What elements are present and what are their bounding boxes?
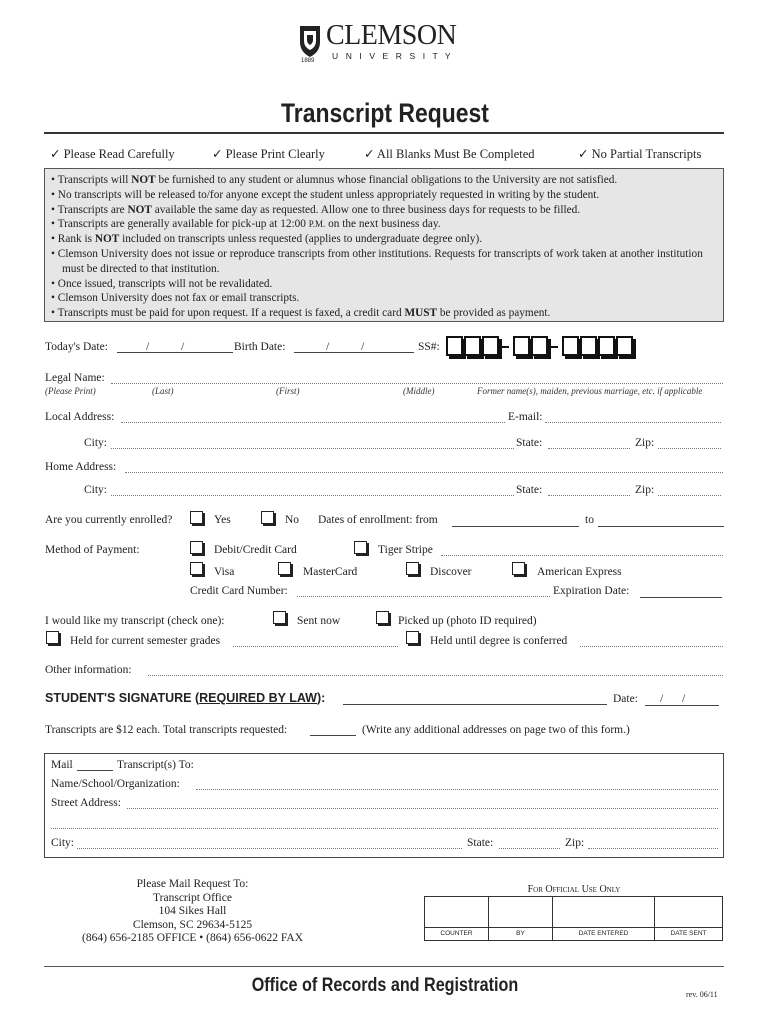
todays-date-field[interactable] (117, 352, 233, 353)
ss-digit-box[interactable] (598, 336, 615, 356)
picked-up-label: Picked up (photo ID required) (398, 615, 537, 627)
home-address-field[interactable] (125, 472, 723, 473)
ss-dash (550, 346, 558, 348)
bullet-icon: • (51, 174, 58, 186)
note-text: Transcripts must be paid for upon request. If a request is faxed, a credit card (57, 307, 405, 320)
note-text: be furnished to any student or alumnus whose financial obligations to the University are not satisfied. (155, 174, 618, 186)
ss-digit-box[interactable] (562, 336, 579, 356)
mastercard-checkbox[interactable] (278, 562, 291, 575)
bullet-icon: • (51, 307, 58, 320)
street-label: Street Address: (51, 797, 121, 809)
visa-checkbox[interactable] (190, 562, 203, 575)
cost-note: (Write any additional addresses on page two of this form.) (362, 724, 630, 736)
date-sep: / (146, 341, 150, 353)
local-zip-field[interactable] (658, 448, 721, 449)
check-print: ✓ Please Print Clearly (212, 147, 325, 161)
home-city-field[interactable] (111, 495, 514, 496)
home-state-field[interactable] (548, 495, 630, 496)
tiger-shield-icon (298, 24, 322, 58)
legal-name-field[interactable] (111, 383, 723, 384)
bullet-icon: • (51, 292, 58, 305)
note-item (51, 306, 717, 321)
mastercard-label: MasterCard (303, 566, 358, 578)
local-address-label: Local Address: (45, 411, 115, 423)
notes-box (44, 168, 724, 322)
mail-city-label: City: (51, 837, 75, 849)
mail-request-line4: (864) 656-2185 OFFICE • (864) 656-0622 FAX (81, 932, 304, 944)
ss-digit-box[interactable] (616, 336, 633, 356)
bullet-icon: • (51, 218, 58, 231)
revision: rev. 06/11 (686, 990, 718, 999)
date-sep: / (682, 693, 686, 705)
note-item (51, 173, 717, 188)
bullet-icon: • (51, 233, 58, 246)
page-title: Transcript Request (281, 98, 489, 128)
local-state-field[interactable] (548, 448, 630, 449)
picked-up-checkbox[interactable] (376, 611, 389, 624)
enrolled-no-checkbox[interactable] (261, 511, 274, 524)
logo-name: CLEMSON (326, 20, 457, 51)
ss-label: SS#: (418, 341, 440, 353)
transcript-option-label: I would like my transcript (check one): (45, 615, 225, 627)
official-cell (425, 897, 489, 928)
other-info-field[interactable] (148, 675, 723, 676)
debit-credit-label: Debit/Credit Card (214, 544, 297, 556)
check-partial: ✓ No Partial Transcripts (578, 147, 702, 161)
home-zip-field[interactable] (658, 495, 721, 496)
enrolled-yes-label: Yes (214, 514, 231, 526)
home-zip-label: Zip: (635, 484, 655, 496)
email-field[interactable] (545, 422, 721, 423)
birth-date-label: Birth Date: (234, 341, 286, 353)
signature-field[interactable] (343, 704, 607, 705)
home-address-label: Home Address: (45, 461, 117, 473)
home-city-label: City: (84, 484, 108, 496)
note-emphasis: MUST (404, 307, 438, 320)
enrolled-question: Are you currently enrolled? (45, 514, 173, 526)
held-degree-field[interactable] (580, 646, 723, 647)
ss-digit-box[interactable] (513, 336, 530, 356)
held-current-field[interactable] (233, 646, 398, 647)
mail-request-line2: 104 Sikes Hall (158, 905, 227, 917)
note-text: Clemson University does not fax or email transcripts. (57, 292, 300, 305)
footer-rule (44, 966, 724, 967)
note-text: Transcripts are generally available for pick-up at 12:00 (57, 218, 309, 231)
ss-digit-box[interactable] (580, 336, 597, 356)
amex-label: American Express (537, 566, 622, 578)
dates-enrollment-label: Dates of enrollment: from (318, 514, 438, 526)
check-blanks: ✓ All Blanks Must Be Completed (364, 147, 535, 161)
note-emphasis: NOT (131, 174, 156, 186)
official-cell (553, 897, 655, 928)
former-name-hint: Former name(s), maiden, previous marriage, etc. if applicable (477, 386, 703, 396)
ss-dash (501, 346, 509, 348)
name-school-field[interactable] (196, 789, 718, 790)
local-state-label: State: (516, 437, 543, 449)
birth-date-field[interactable] (294, 352, 414, 353)
office-name: Office of Records and Registration (251, 975, 519, 996)
note-text: Transcripts will (57, 174, 132, 186)
note-text: included on transcripts unless requested (applies to undergraduate degree only). (119, 233, 483, 246)
date-sep: / (660, 693, 664, 705)
note-text: on the next business day. (325, 218, 441, 231)
middle-hint: (Middle) (403, 386, 435, 396)
cost-text: Transcripts are $12 each. Total transcripts requested: (45, 724, 288, 736)
mail-state-field[interactable] (499, 848, 560, 849)
bullet-icon: • (51, 277, 58, 290)
ss-digit-box[interactable] (446, 336, 463, 356)
enrolled-no-label: No (285, 514, 300, 526)
mail-zip-label: Zip: (565, 837, 585, 849)
note-item (51, 277, 717, 292)
sig-date-field[interactable] (645, 705, 719, 706)
official-cell (655, 897, 722, 928)
mail-request-heading: Please Mail Request To: (136, 878, 249, 890)
transcripts-to-label: Transcript(s) To: (117, 759, 194, 771)
notes-list (51, 173, 717, 321)
name-school-label: Name/School/Organization: (51, 778, 180, 790)
tiger-stripe-label: Tiger Stripe (378, 544, 433, 556)
enrollment-to-field[interactable] (598, 526, 724, 527)
total-requested-field[interactable] (310, 735, 356, 736)
note-text: Clemson University does not issue or reproduce transcripts from other institutions. Requests for transcripts of work taken at another institution must be directed to that institution. (57, 247, 703, 275)
street-field[interactable] (127, 808, 718, 809)
ss-digit-box[interactable] (482, 336, 499, 356)
legal-name-label: Legal Name: (45, 372, 105, 384)
note-item (51, 217, 717, 232)
local-city-label: City: (84, 437, 108, 449)
enrollment-to-label: to (585, 514, 594, 526)
note-text: Transcripts are (57, 203, 128, 216)
official-cell (489, 897, 553, 928)
mail-request-line3: Clemson, SC 29634-5125 (132, 918, 253, 931)
bullet-icon: • (51, 203, 58, 216)
payment-method-label: Method of Payment: (45, 544, 140, 556)
note-item (51, 247, 717, 277)
sent-now-checkbox[interactable] (273, 611, 286, 624)
enrollment-from-field[interactable] (452, 526, 579, 527)
note-text: be provided as payment. (437, 307, 551, 320)
note-emphasis: P.M. (308, 219, 326, 230)
official-use-heading: For Official Use Only (527, 884, 621, 895)
note-item (51, 232, 717, 247)
bullet-icon: • (51, 188, 58, 201)
home-state-label: State: (516, 484, 543, 496)
amex-checkbox[interactable] (512, 562, 525, 575)
mail-city-field[interactable] (77, 848, 462, 849)
visa-label: Visa (214, 566, 235, 578)
last-hint: (Last) (152, 386, 174, 396)
sig-date-label: Date: (613, 693, 638, 705)
note-emphasis: NOT (127, 203, 152, 216)
ss-digit-box[interactable] (531, 336, 548, 356)
logo-year: 1889 (301, 58, 315, 64)
note-item (51, 291, 717, 306)
mail-request-address (40, 878, 345, 946)
email-label: E-mail: (508, 411, 543, 423)
date-sep: / (326, 341, 330, 353)
tiger-stripe-checkbox[interactable] (354, 541, 367, 554)
official-use-table (424, 896, 723, 941)
please-print-hint: (Please Print) (45, 386, 96, 396)
local-address-field[interactable] (121, 422, 505, 423)
col-date-sent: DATE SENT (670, 930, 707, 937)
col-date-entered: DATE ENTERED (553, 928, 655, 940)
local-city-field[interactable] (111, 448, 514, 449)
street-field-2[interactable] (51, 828, 718, 829)
debit-credit-checkbox[interactable] (190, 541, 203, 554)
local-zip-label: Zip: (635, 437, 655, 449)
expiration-field[interactable] (640, 597, 722, 598)
tiger-stripe-field[interactable] (441, 555, 723, 556)
note-text: Rank is (57, 233, 95, 246)
mail-state-label: State: (467, 837, 494, 849)
signature-label: STUDENT'S SIGNATURE (REQUIRED BY LAW): (45, 691, 326, 705)
expiration-label: Expiration Date: (553, 585, 630, 597)
title-rule (44, 132, 724, 134)
clemson-logo (298, 20, 478, 68)
date-sep: / (361, 341, 365, 353)
held-degree-label: Held until degree is conferred (430, 635, 568, 647)
mail-request-line1: Transcript Office (153, 891, 232, 904)
enrolled-yes-checkbox[interactable] (190, 511, 203, 524)
cc-number-field[interactable] (297, 596, 550, 597)
note-emphasis: NOT (94, 233, 120, 246)
note-text: Once issued, transcripts will not be revalidated. (57, 277, 273, 290)
first-hint: (First) (276, 386, 300, 396)
cc-number-label: Credit Card Number: (190, 585, 288, 597)
note-text: available the same day as requested. Allow one to three business days for requests to be filled. (151, 203, 581, 216)
sent-now-label: Sent now (297, 615, 341, 627)
todays-date-label: Today's Date: (45, 341, 108, 353)
other-info-label: Other information: (45, 664, 132, 676)
date-sep: / (181, 341, 185, 353)
held-degree-checkbox[interactable] (406, 631, 419, 644)
held-current-label: Held for current semester grades (70, 635, 221, 647)
note-item (51, 203, 717, 218)
col-by: BY (489, 928, 553, 940)
mail-zip-field[interactable] (588, 848, 718, 849)
bullet-icon: • (51, 247, 58, 260)
note-item (51, 188, 717, 203)
note-text: No transcripts will be released to/for anyone except the student unless appropriately requested in writing by the student. (57, 188, 600, 201)
col-counter: COUNTER (425, 928, 489, 940)
check-read: ✓ Please Read Carefully (50, 147, 175, 161)
mail-count-field[interactable] (77, 770, 113, 771)
held-current-checkbox[interactable] (46, 631, 59, 644)
ss-digit-box[interactable] (464, 336, 481, 356)
logo-subtitle: U N I V E R S I T Y (332, 51, 454, 61)
discover-label: Discover (430, 566, 472, 578)
mail-label: Mail (51, 759, 73, 771)
discover-checkbox[interactable] (406, 562, 419, 575)
